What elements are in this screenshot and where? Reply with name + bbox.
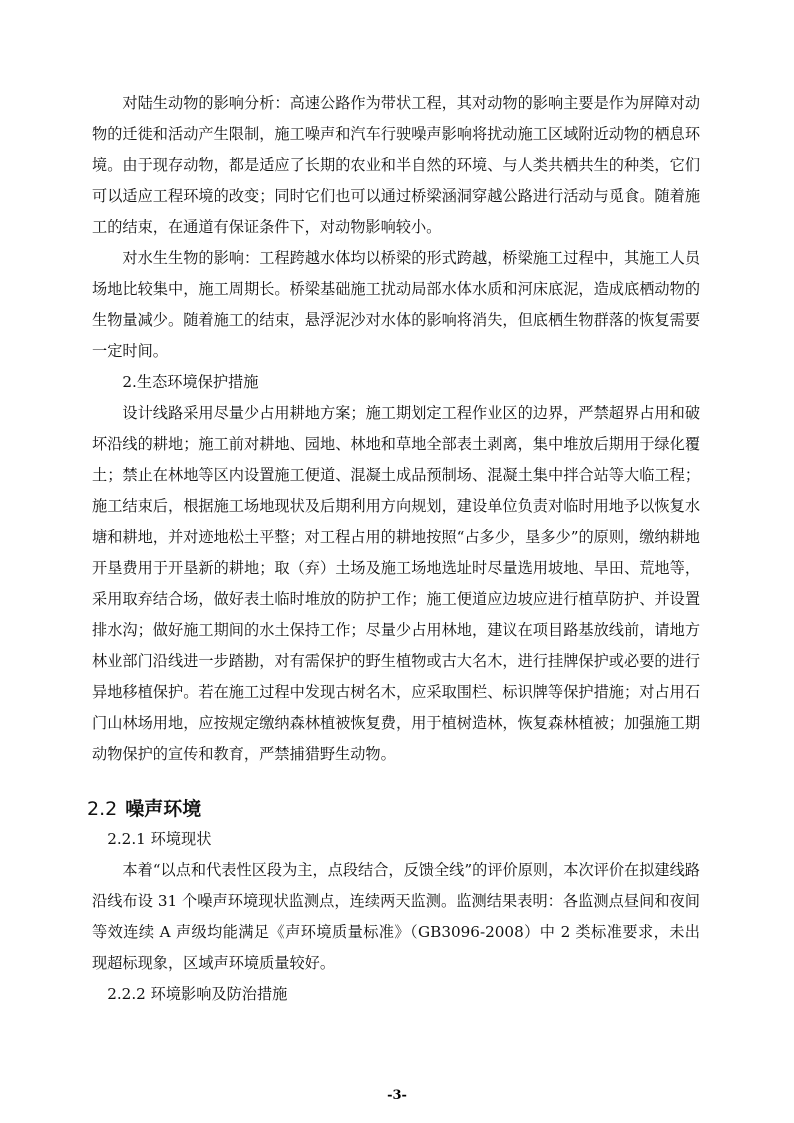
page-number: -3- bbox=[387, 1088, 407, 1103]
subheading-impact-measures: 2.2.2 环境影响及防治措施 bbox=[107, 985, 288, 1003]
section-title: 噪声环境 bbox=[125, 798, 202, 820]
section-heading-noise bbox=[87, 794, 700, 824]
paragraph-eco-measures: 设计线路采用尽量少占用耕地方案；施工期划定工程作业区的边界，严禁超界占用和破坏沿线的耕地；施工前对耕地、园地、林地和草地全部表土剥离，集中堆放后期用于绿化覆土；禁止在林地等区内设置施工便道、混凝土成品预制场、混凝土集中拌合站等大临工程；施工结束后，根据施工场地现状及后期利用方向规划，建设单位负责对临时用地予以恢复水塘和耕地，并对迹地松土平整；对工程占用的耕地按照“占多少，垦多少”的原则，缴纳耕地开垦费用于开垦新的耕地；取（弃）土场及施工场地选址时尽量选用坡地、旱田、荒地等，采用取弃结合场，做好表土临时堆放的防护工作；施工便道应边坡应进行植草防护、并设置排水沟；做好施工期间的水土保持工作；尽量少占用林地，建议在项目路基放线前，请地方林业部门沿线进一步踏勘，对有需保护的野生植物或古大名木，进行挂牌保护或必要的进行异地移植保护。若在施工过程中发现古树名木，应采取围栏、标识牌等保护措施；对占用石门山林场用地，应按规定缴纳森林植被恢复费，用于植树造林，恢复森林植被；加强施工期动物保护的宣传和教育，严禁捕猎野生动物。 bbox=[92, 404, 700, 763]
paragraph-terrestrial-animals: 对陆生动物的影响分析：高速公路作为带状工程，其对动物的影响主要是作为屏障对动物的迁徙和活动产生限制，施工噪声和汽车行驶噪声影响将扰动施工区域附近动物的栖息环境。由于现存动物，都是适应了长期的农业和半自然的环境、与人类共栖共生的种类，它们可以适应工程环境的改变；同时它们也可以通过桥梁涵洞穿越公路进行活动与觅食。随着施工的结束，在通道有保证条件下，对动物影响较小。 bbox=[92, 94, 700, 236]
paragraph-noise-status: 本着“以点和代表性区段为主，点段结合，反馈全线”的评价原则，本次评价在拟建线路沿线布设 31 个噪声环境现状监测点，连续两天监测。监测结果表明：各监测点昼间和夜间等效连续 A 声级均能满足《声环境质量标准》（GB3096-2008）中 2 类标准要求，未出现超标现象，区域声环境质量较好。 bbox=[92, 861, 700, 972]
section-number: 2.2 bbox=[87, 798, 118, 820]
document-body bbox=[87, 88, 700, 1010]
paragraph-aquatic-organisms: 对水生生物的影响：工程跨越水体均以桥梁的形式跨越，桥梁施工过程中，其施工人员场地比较集中，施工周期长。桥梁基础施工扰动局部水体水质和河床底泥，造成底栖动物的生物量减少。随着施工的结束，悬浮泥沙对水体的影响将消失，但底栖生物群落的恢复需要一定时间。 bbox=[92, 249, 700, 360]
subheading-current-status: 2.2.1 环境现状 bbox=[107, 830, 212, 848]
heading-eco-protection: 2.生态环境保护措施 bbox=[122, 373, 259, 391]
